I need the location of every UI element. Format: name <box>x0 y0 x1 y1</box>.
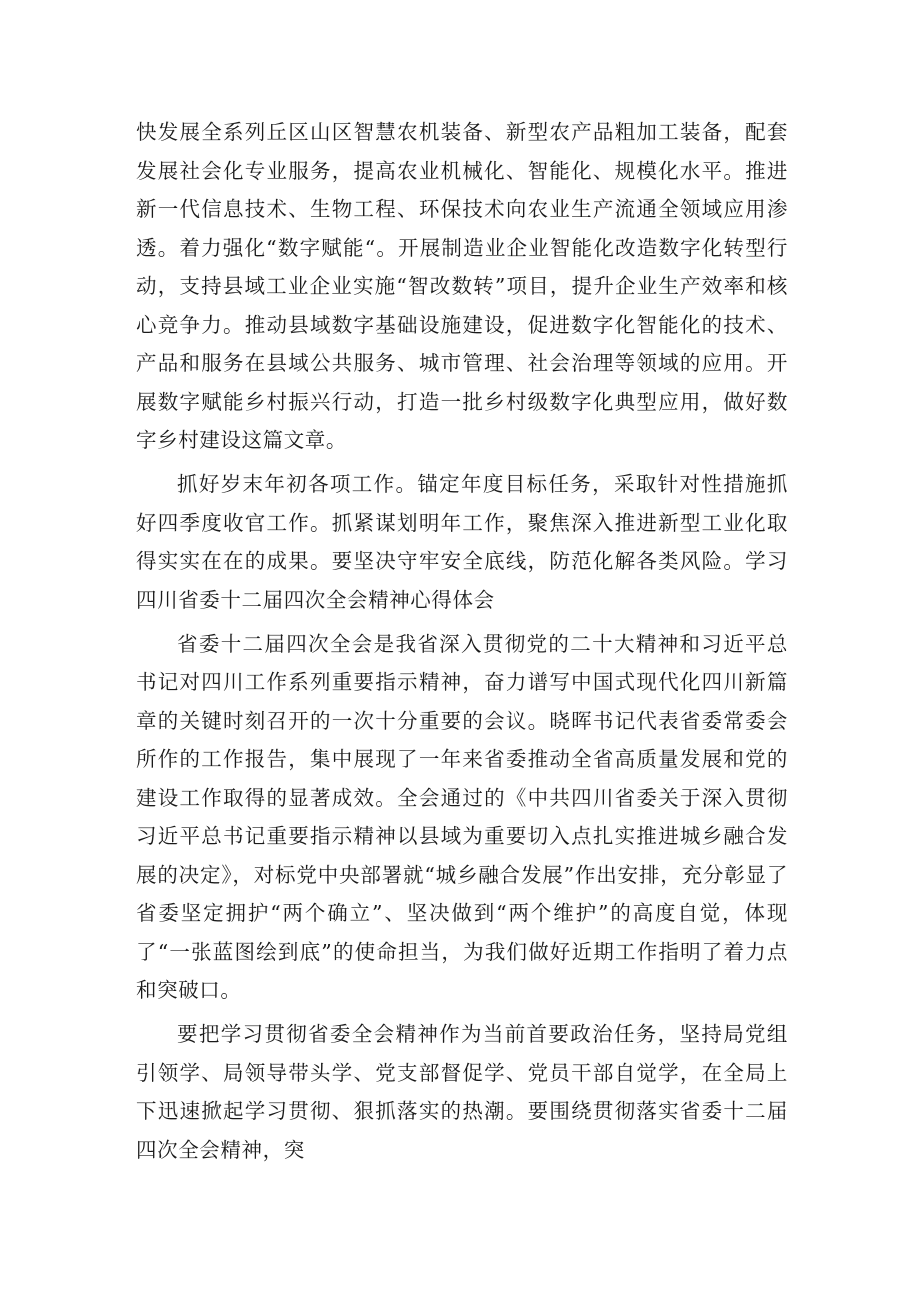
paragraph-4: 要把学习贯彻省委全会精神作为当前首要政治任务，坚持局党组引领学、局领导带头学、党支部督促学、党员干部自觉学，在全局上下迅速掀起学习贯彻、狠抓落实的热潮。要围绕贯彻落实省委十二届四次全会精神，突 <box>136 1022 788 1162</box>
paragraph-2: 抓好岁末年初各项工作。锚定年度目标任务，采取针对性措施抓好四季度收官工作。抓紧谋划明年工作，聚焦深入推进新型工业化取得实实在在的成果。要坚决守牢安全底线，防范化解各类风险。学习四川省委十二届四次全会精神心得体会 <box>136 472 788 612</box>
paragraph-3: 省委十二届四次全会是我省深入贯彻党的二十大精神和习近平总书记对四川工作系列重要指示精神，奋力谱写中国式现代化四川新篇章的关键时刻召开的一次十分重要的会议。晓晖书记代表省委常委会所作的工作报告，集中展现了一年来省委推动全省高质量发展和党的建设工作取得的显著成效。全会通过的《中共四川省委关于深入贯彻习近平总书记重要指示精神以县域为重要切入点扎实推进城乡融合发展的决定》，对标党中央部署就“城乡融合发展”作出安排，充分彰显了省委坚定拥护“两个确立”、坚决做到“两个维护”的高度自觉，体现了“一张蓝图绘到底”的使命担当，为我们做好近期工作指明了着力点和突破口。 <box>136 631 788 1002</box>
document-body <box>136 113 788 1175</box>
paragraph-1: 快发展全系列丘区山区智慧农机装备、新型农产品粗加工装备，配套发展社会化专业服务，提高农业机械化、智能化、规模化水平。推进新一代信息技术、生物工程、环保技术向农业生产流通全领域应用渗透。着力强化“数字赋能“。开展制造业企业智能化改造数字化转型行动，支持县域工业企业实施“智改数转”项目，提升企业生产效率和核心竞争力。推动县域数字基础设施建设，促进数字化智能化的技术、产品和服务在县域公共服务、城市管理、社会治理等领域的应用。开展数字赋能乡村振兴行动，打造一批乡村级数字化典型应用，做好数字乡村建设这篇文章。 <box>136 120 788 452</box>
